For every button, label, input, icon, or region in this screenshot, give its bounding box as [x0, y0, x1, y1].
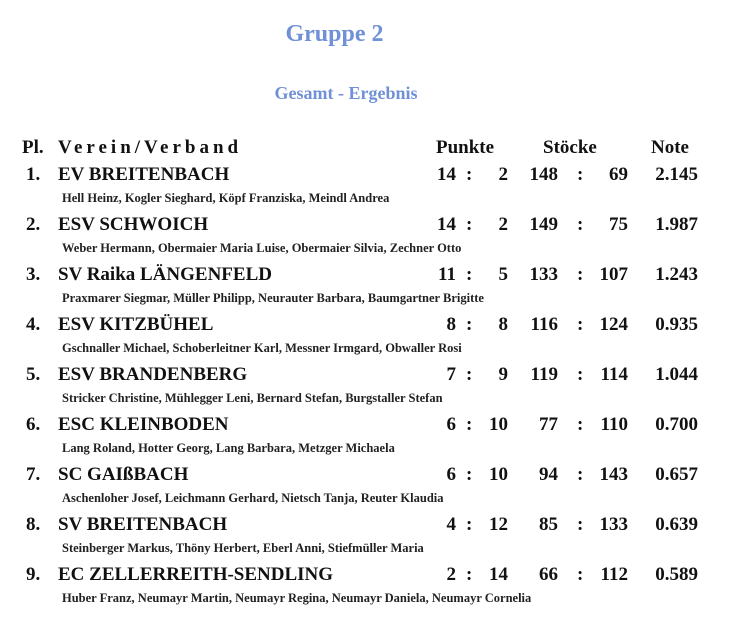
result-row: [0, 214, 754, 264]
points-separator: :: [466, 214, 473, 235]
team-members: Huber Franz, Neumayr Martin, Neumayr Regina, Neumayr Daniela, Neumayr Cornelia: [62, 591, 532, 605]
result-row: [0, 264, 754, 314]
score-note: 1.044: [655, 364, 698, 385]
sticks-against: 112: [600, 564, 628, 585]
sticks-separator: :: [577, 264, 584, 285]
score-note: 0.639: [655, 514, 698, 535]
team-members: Weber Hermann, Obermaier Maria Luise, Obermaier Silvia, Zechner Otto: [62, 241, 462, 255]
team-members: Praxmarer Siegmar, Müller Philipp, Neurauter Barbara, Baumgartner Brigitte: [62, 291, 484, 305]
rank: 7.: [26, 464, 41, 485]
result-row: [0, 564, 754, 614]
sticks-against: 107: [599, 264, 628, 285]
points-against: 10: [489, 414, 508, 435]
points-separator: :: [466, 514, 473, 535]
sticks-for: 77: [539, 414, 558, 435]
header-club: Verein/Verband: [58, 137, 243, 158]
result-row: [0, 164, 754, 214]
header-points: Punkte: [436, 137, 495, 158]
points-against: 5: [498, 264, 508, 285]
rank: 6.: [26, 414, 41, 435]
sticks-against: 133: [599, 514, 628, 535]
score-note: 0.589: [655, 564, 698, 585]
score-note: 1.987: [655, 214, 698, 235]
rank: 1.: [26, 164, 41, 185]
club-name: ESV SCHWOICH: [58, 214, 209, 235]
sticks-for: 94: [539, 464, 558, 485]
sticks-for: 148: [529, 164, 558, 185]
result-row: [0, 464, 754, 514]
club-name: SV Raika LÄNGENFELD: [58, 264, 272, 285]
rank: 3.: [26, 264, 41, 285]
club-name: EC ZELLERREITH-SENDLING: [58, 564, 334, 585]
points-against: 12: [489, 514, 508, 535]
score-note: 2.145: [655, 164, 698, 185]
sticks-for: 116: [530, 314, 558, 335]
team-members: Aschenloher Josef, Leichmann Gerhard, Nietsch Tanja, Reuter Klaudia: [62, 491, 444, 505]
club-name: ESV KITZBÜHEL: [58, 314, 214, 335]
club-name: SC GAIßBACH: [58, 464, 189, 485]
sticks-separator: :: [577, 564, 584, 585]
team-members: Stricker Christine, Mühlegger Leni, Bernard Stefan, Burgstaller Stefan: [62, 391, 443, 405]
sticks-separator: :: [577, 314, 584, 335]
sticks-separator: :: [577, 214, 584, 235]
header-sticks: Stöcke: [543, 137, 597, 158]
sticks-against: 124: [599, 314, 628, 335]
points-separator: :: [466, 414, 473, 435]
rank: 4.: [26, 314, 41, 335]
header-place: Pl.: [22, 137, 44, 158]
score-note: 0.935: [655, 314, 698, 335]
points-for: 6: [446, 464, 456, 485]
sticks-for: 133: [529, 264, 558, 285]
score-note: 1.243: [655, 264, 698, 285]
points-for: 11: [438, 264, 456, 285]
points-for: 14: [437, 164, 456, 185]
club-name: ESV BRANDENBERG: [58, 364, 248, 385]
rank: 8.: [26, 514, 41, 535]
sticks-separator: :: [577, 414, 584, 435]
team-members: Hell Heinz, Kogler Sieghard, Köpf Franziska, Meindl Andrea: [62, 191, 390, 205]
points-separator: :: [466, 164, 473, 185]
points-against: 2: [498, 164, 508, 185]
rank: 9.: [26, 564, 41, 585]
sticks-for: 149: [529, 214, 558, 235]
team-members: Gschnaller Michael, Schoberleitner Karl, Messner Irmgard, Obwaller Rosi: [62, 341, 462, 355]
page-title: Gruppe 2: [285, 21, 384, 47]
sticks-against: 110: [600, 414, 628, 435]
rank: 2.: [26, 214, 41, 235]
sticks-separator: :: [577, 364, 584, 385]
club-name: EV BREITENBACH: [58, 164, 230, 185]
sticks-against: 69: [609, 164, 628, 185]
points-for: 4: [446, 514, 456, 535]
sticks-for: 119: [530, 364, 558, 385]
points-separator: :: [466, 464, 473, 485]
points-against: 9: [498, 364, 508, 385]
sticks-separator: :: [577, 514, 584, 535]
result-row: [0, 414, 754, 464]
points-separator: :: [466, 264, 473, 285]
points-for: 2: [446, 564, 456, 585]
result-row: [0, 364, 754, 414]
score-note: 0.700: [655, 414, 698, 435]
points-against: 8: [498, 314, 508, 335]
team-members: Steinberger Markus, Thöny Herbert, Eberl Anni, Stiefmüller Maria: [62, 541, 424, 555]
points-against: 14: [489, 564, 508, 585]
header-score: Note: [651, 137, 689, 158]
result-row: [0, 514, 754, 564]
score-note: 0.657: [655, 464, 698, 485]
sticks-for: 66: [539, 564, 558, 585]
points-against: 10: [489, 464, 508, 485]
points-separator: :: [466, 364, 473, 385]
page-subtitle: Gesamt - Ergebnis: [274, 83, 418, 103]
sticks-against: 114: [600, 364, 628, 385]
points-separator: :: [466, 314, 473, 335]
sticks-against: 75: [609, 214, 628, 235]
points-for: 8: [446, 314, 456, 335]
sticks-for: 85: [539, 514, 558, 535]
sticks-separator: :: [577, 164, 584, 185]
result-row: [0, 314, 754, 364]
points-for: 7: [446, 364, 456, 385]
team-members: Lang Roland, Hotter Georg, Lang Barbara, Metzger Michaela: [62, 441, 395, 455]
sticks-separator: :: [577, 464, 584, 485]
club-name: SV BREITENBACH: [58, 514, 228, 535]
sticks-against: 143: [599, 464, 628, 485]
points-separator: :: [466, 564, 473, 585]
points-for: 14: [437, 214, 456, 235]
club-name: ESC KLEINBODEN: [58, 414, 229, 435]
rank: 5.: [26, 364, 41, 385]
points-for: 6: [446, 414, 456, 435]
points-against: 2: [498, 214, 508, 235]
